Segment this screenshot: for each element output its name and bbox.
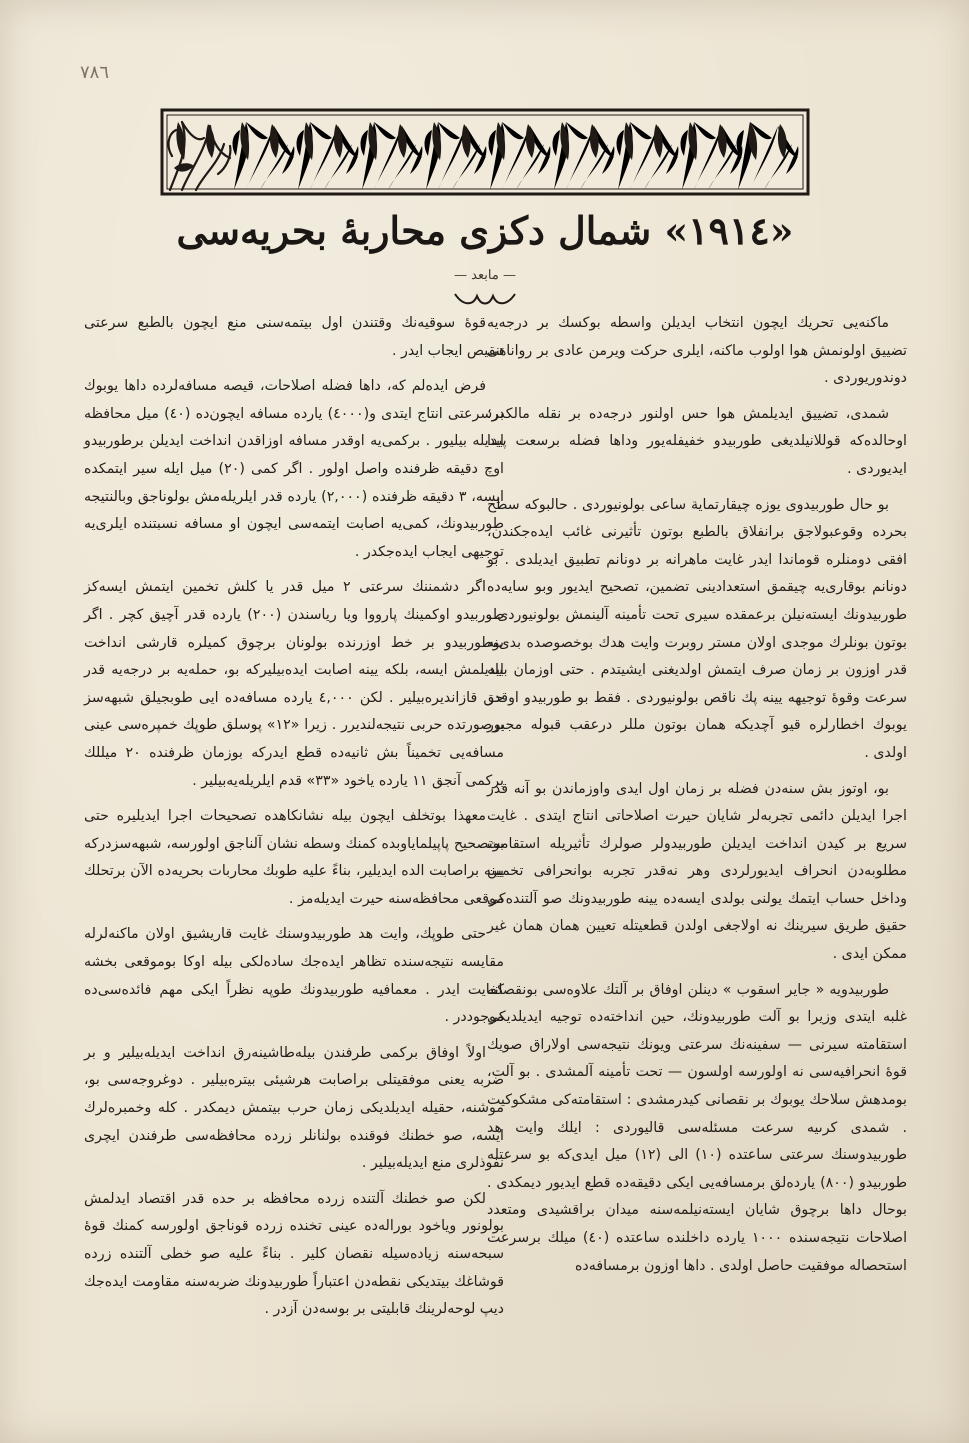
article-column-left xyxy=(84,310,504,1350)
paragraph: حتى طوپك، وايت هد طوربيدوسنك غايت قاريشيق اولان ماكنه‌لرله مقايسه نتيجه‌سنده تظاهر ايده‌جك ساده‌لكى بيله اوكا بوموقعى بخشه كفايت ايدر . معمافيه طوربيدونك طوپه نظراً ايكى مهم فائده‌سى‌ده موجوددر . xyxy=(84,926,504,1026)
paragraph: فرض ايده‌لم كه، داها فضله اصلاحات، قيصه مسافه‌لرده داها يوبوك برسرعتى انتاج ايتدى و(٤٠٠٠) يارده مسافه ايچون‌ده (٤٠) ميل محافظه ايديله بيليور . بركمى‌يه اوقدر مسافه اوزاقدن انداخت ايديلن برطوربيدو اوچ دقيقه ظرفنده واصل اولور . اگر كمى (٢٠) ميل ايله سير ايتمكده ايسه، ٣ دقيقه ظرفنده (٢,٠٠٠) يارده قدر ايلريله‌مش بولوناجق وبالنتيجه طوربيدونك، كمى‌يه اصابت ايتمه‌سى ايچون او مسافه نسبتنده ايلرى‌يه توجيهى ايجاب ايده‌جكدر . xyxy=(84,378,505,560)
paragraph: لكن صو خطنك آلتنده زرده محافظه بر حده قدر اقتصاد ايدلمش بولونور وياخود بوراله‌ده عينى تخنده زرده قوناجق اولورسه كمنك قوهٔ سبحه‌سنه زياده‌سيله نقصان كلير . بناءً عليه صو خطى آلتنده زرده قوشاغك بيتديكى نقطه‌دن اعتباراً طوربيدونك ضربه‌سنه مقاومت ايده‌جك ديپ لوحه‌لرينك قابليتى بر بوسه‌دن آزدر . xyxy=(84,1190,504,1318)
title-swash-ornament xyxy=(453,288,517,308)
article-title: «١٩١٤» شمال دكزى محاربهٔ بحريه‌سى xyxy=(176,208,794,253)
paragraph: بو حال طوربيدوى يوزه چيقارتماية ساعى بولونيوردى . حالبوكه سطح بحرده وقوعبولاجق برانفلاق بالطبع بوتون تأثيرنى غائب ايده‌جكندن، افقى دومنلره قوماندا ايدر غايت ماهرانه بر دونانم تطبيق ايديلدى . بو دونانم بوقارى‌يه چيقمق استعدادينى تضمين، تصحيح ايديور وبو سايه‌ده طوربيدونك ايسته‌نيلن برعمقده سيرى تحت تأمينه آلينمش بولونيوردى . بوتون بونلرك موجدى اولان مستر روبرت وايت هدك بوخصوصده بدى‌نه قدر اوزون بر زمان صرف ايتمش اولديغنى ايشيتدم . حتى اوزمان بيله سرعت وقوهٔ توجيهه يينه پك ناقص بولونيوردى . فقط بو طوربيدو اوقدر يوبوك اخطارلره قيو آچديكه همان بوتون مللر درعقب قبوله مجبور اولدى . xyxy=(487,496,907,761)
paragraph: شمدى، تضييق ايديلمش هوا حس اولنور درجه‌ده بر نقله مالكدر؛ اوحالده‌كه قوللانيلديغى طوربيدو خفيفله‌يور وداها فضله برسعت پيدا ايديوردى . xyxy=(487,405,907,477)
paragraph: معهذا بوتخلف ايچون بيله نشانكاهده تصحيحات اجرا ايديليره حتى بوتصحيح پاپيلماياوبده كمنك وسطه نشان آلناجق اولورسه، شبهه‌سزدركه يينه براصابت الده ايديلير، بناءً عليه طوبك محاربات بحريه‌ده الآن برتحلك موقعى محافظه‌سنه حيرت ايديله‌مز . xyxy=(84,808,504,907)
paragraph: طوربيدويه « جاير اسقوب » دينلن اوفاق بر آلتك علاوه‌سى بونقصانه غلبه ايتدى وزيرا بو آلت طوربيدونك، حين انداخته‌ده توجيه ايديلديكى استقامته سيرنى — سفينه‌نك سرعتى ويونك نتيجه‌سى اولاراق صويك قوهٔ انحرافيه‌سى نه اولورسه اولسون — تحت تأمينه آلمشدى . بو آلت، بومدهش سلاحك يوبوك بر نقصانى كيدرمشدى : استقامته‌كى مشكوكيت . شمدى كرىيه سرعت مسئله‌سى قاليوردى : ايلك وايت هد طوربيدوسنك سرعتى ساعتده (١٠) الى (١٢) ميل ايدى‌كه بو سرعتله طوربيدو (٨٠٠) يارده‌لق برمسافه‌يى ايكى دقيقه‌ده قطع ايديور ديمكدى . بوحال داها برچوق شايان ايسته‌نيلمه‌سنه ميدان براقشيدى ومتعدد اصلاحات نتيجه‌سنده ١٠٠٠ يارده داخلنده ساعتده (٤٠) ميلك برسرعت استحصاله موفقيت حاصل اولدى . داها اوزون برمسافه‌ده xyxy=(487,981,908,1274)
paragraph: بو، اوتوز بش سنه‌دن فضله بر زمان اول ايدى واوزماندن بو آنه قدر اجرا ايديلن دائمى تجربه‌لر شايان حيرت اصلاحاتى انتاج ايتدى . غايت سريع بر كيدن انداخت ايديلن طوربيدولر صولرك تأثيريله استقامت مطلوبه‌دن انحراف ايديورلردى وهر نه‌قدر تجربه بوانحرافى تخمين وداخل حساب ايتمك يولنى بولدى ايسه‌ده يينه طوربيدونك صو آلتنده‌كى حقيق طريق سيرينك نه اولاجغى اولدن قطعيتله تعيين همان همان غير ممكن ايدى . xyxy=(487,780,907,963)
page-number: ٧٨٦ xyxy=(80,62,110,83)
paragraph: اولاً اوفاق بركمى طرفندن بيله‌طاشينه‌رق انداخت ايديله‌بيلير و بر ضربه يعنى موفقيتلى براصابت هرشيئى بيتره‌بيلير . دوغروجه‌سى بو، موشنه، حقيله ايديلديكى زمان حرب بيتمش ديمكدر . كله وخمبره‌لرك ايسه، صو خطنك فوقنده بولنانلر زرده محافظه‌سى طرفندن ايچرى نفوذلرى منع ايديله‌بيلير . xyxy=(84,1044,504,1172)
floral-ornament-header xyxy=(160,108,810,196)
continued-marker: — مابعد — xyxy=(454,268,516,283)
paragraph: قوهٔ سوقيه‌نك وقتندن اول بيتمه‌سنى منع ايچون بالطبع سرعتى تنقيص ايجاب ايدر . xyxy=(84,315,504,359)
paragraph: ماكنه‌يى تحريك ايچون انتخاب ايديلن واسطه بوكسك بر درجه‌يه تضييق اولونمش هوا اولوب ماكنه، ايلرى حركت ويرمن عادى بر رواناهى دوندوريوردى . xyxy=(487,315,907,387)
paragraph: اگر دشمننك سرعتى ٢ ميل قدر يا كلش تخمين ايتمش ايسه‌كز طوربيدو اوكمينك پارووا ويا رياسندن (٢٠٠) يارده قدر آچيق كچر . اگر بوطوربيدو بر خط اوزرنده بولونان برچوق كميلره قارشى انداخت ايديلمش ايسه، بلكه يينه اصابت ايده‌بيليركه بو، حمله‌يه بر درجه‌يه قدر حق قازانديره‌بيلير . لكن ٤,٠٠٠ يارده مسافه‌ده ايى طوبجيلق شبهه‌سز برصورتده حربى نتيجه‌لنديرر . زيرا «١٢» پوسلق طوپك خمپره‌سى عينى مسافه‌يى تخميناً بش ثانيه‌ده قطع ايدركه بوزمان ظرفنده ٢٠ ميللك بركمى آنجق ١١ يارده ياخود «٣٣» قدم ايلريله‌يه‌بيلير . xyxy=(84,579,504,789)
article-column-right xyxy=(487,310,907,1350)
